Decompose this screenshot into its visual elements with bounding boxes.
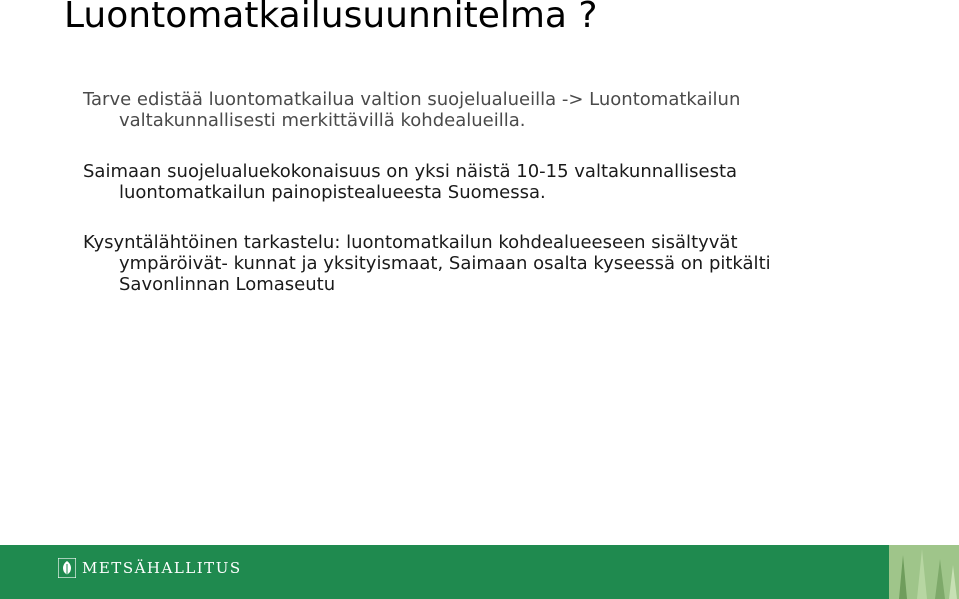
forest-decoration	[889, 545, 959, 599]
paragraph-line: valtakunnallisesti merkittävillä kohdealueilla.	[119, 110, 526, 131]
metsahallitus-logo	[58, 558, 242, 578]
paragraph-line: Tarve edistää luontomatkailua valtion suojelualueilla -> Luontomatkailun	[83, 89, 741, 110]
paragraph-line: ympäröivät- kunnat ja yksityismaat, Saimaan osalta kyseessä on pitkälti	[119, 253, 771, 274]
paragraph-need	[83, 89, 933, 131]
slide-title: Luontomatkailusuunnitelma ?	[64, 0, 598, 36]
paragraph-saimaa	[83, 161, 933, 203]
paragraph-line: Saimaan suojelualuekokonaisuus on yksi näistä 10-15 valtakunnallisesta	[83, 161, 738, 182]
logo-wordmark: METSÄHALLITUS	[82, 559, 242, 577]
footer-bar	[0, 545, 959, 599]
paragraph-line: luontomatkailun painopistealueesta Suomessa.	[119, 182, 546, 203]
paragraph-line: Kysyntälähtöinen tarkastelu: luontomatkailun kohdealueeseen sisältyvät	[83, 232, 738, 253]
paragraph-demand	[83, 232, 933, 295]
tree-leaf-icon	[58, 558, 76, 578]
paragraph-line: Savonlinnan Lomaseutu	[119, 274, 336, 295]
